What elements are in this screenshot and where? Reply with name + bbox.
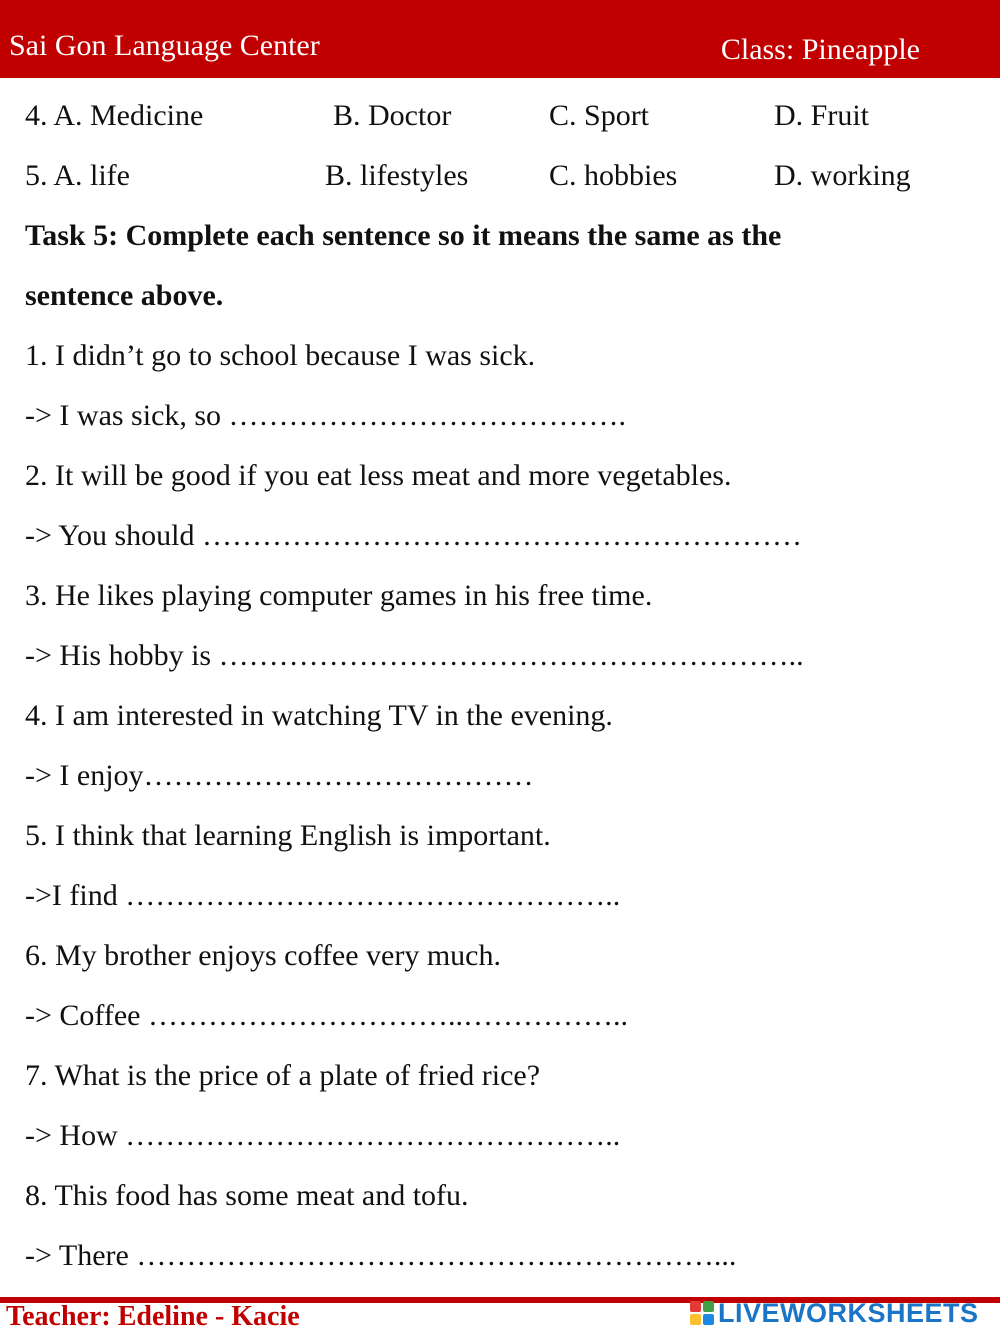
options-row-5: [0, 156, 1000, 196]
center-name: Sai Gon Language Center: [9, 29, 320, 62]
option-b: B. Doctor: [333, 99, 452, 132]
header-bar: [0, 0, 1000, 78]
option-d: D. Fruit: [774, 99, 870, 132]
option-c: C. Sport: [549, 99, 650, 132]
sentence-7: 7. What is the price of a plate of fried rice?: [25, 1059, 541, 1092]
answer-prompt-4[interactable]: -> I enjoy…………………………………: [25, 759, 534, 792]
logo-square-red: [690, 1301, 701, 1312]
liveworksheets-logo[interactable]: [690, 1298, 979, 1328]
logo-square-yellow: [690, 1314, 701, 1325]
answer-prompt-2[interactable]: -> You should ……………………………………………………: [25, 519, 802, 552]
options-row-4: [0, 96, 1000, 136]
answer-prompt-8[interactable]: -> There …………………………………….……………...: [25, 1239, 737, 1272]
liveworksheets-logo-text: LIVEWORKSHEETS: [718, 1297, 979, 1328]
answer-prompt-7[interactable]: -> How …………………………………………..: [25, 1119, 621, 1152]
sentence-6: 6. My brother enjoys coffee very much.: [25, 939, 501, 972]
sentence-8: 8. This food has some meat and tofu.: [25, 1179, 469, 1212]
logo-square-blue: [703, 1314, 714, 1325]
liveworksheets-logo-icon: [690, 1301, 714, 1325]
option-c: C. hobbies: [549, 159, 678, 192]
sentence-3: 3. He likes playing computer games in his free time.: [25, 579, 653, 612]
teacher-name: Teacher: Edeline - Kacie: [6, 1301, 300, 1332]
option-d: D. working: [774, 159, 911, 192]
class-label: Class: Pineapple: [720, 33, 920, 66]
task5-heading: Task 5: Complete each sentence so it means the same as the: [25, 219, 782, 252]
answer-prompt-6[interactable]: -> Coffee …………………………..……………..: [25, 999, 628, 1032]
task5-heading-cont: sentence above.: [25, 279, 224, 312]
option-a: 5. A. life: [25, 159, 130, 192]
option-b: B. lifestyles: [325, 159, 469, 192]
answer-prompt-5[interactable]: ->I find …………………………………………..: [25, 879, 621, 912]
option-a: 4. A. Medicine: [25, 99, 204, 132]
sentence-4: 4. I am interested in watching TV in the evening.: [25, 699, 613, 732]
answer-prompt-3[interactable]: -> His hobby is …………………………………………………..: [25, 639, 804, 672]
sentence-1: 1. I didn’t go to school because I was sick.: [25, 339, 536, 372]
sentence-2: 2. It will be good if you eat less meat and more vegetables.: [25, 459, 732, 492]
answer-prompt-1[interactable]: -> I was sick, so ………………………………….: [25, 399, 627, 432]
sentence-5: 5. I think that learning English is important.: [25, 819, 551, 852]
logo-square-green: [703, 1301, 714, 1312]
